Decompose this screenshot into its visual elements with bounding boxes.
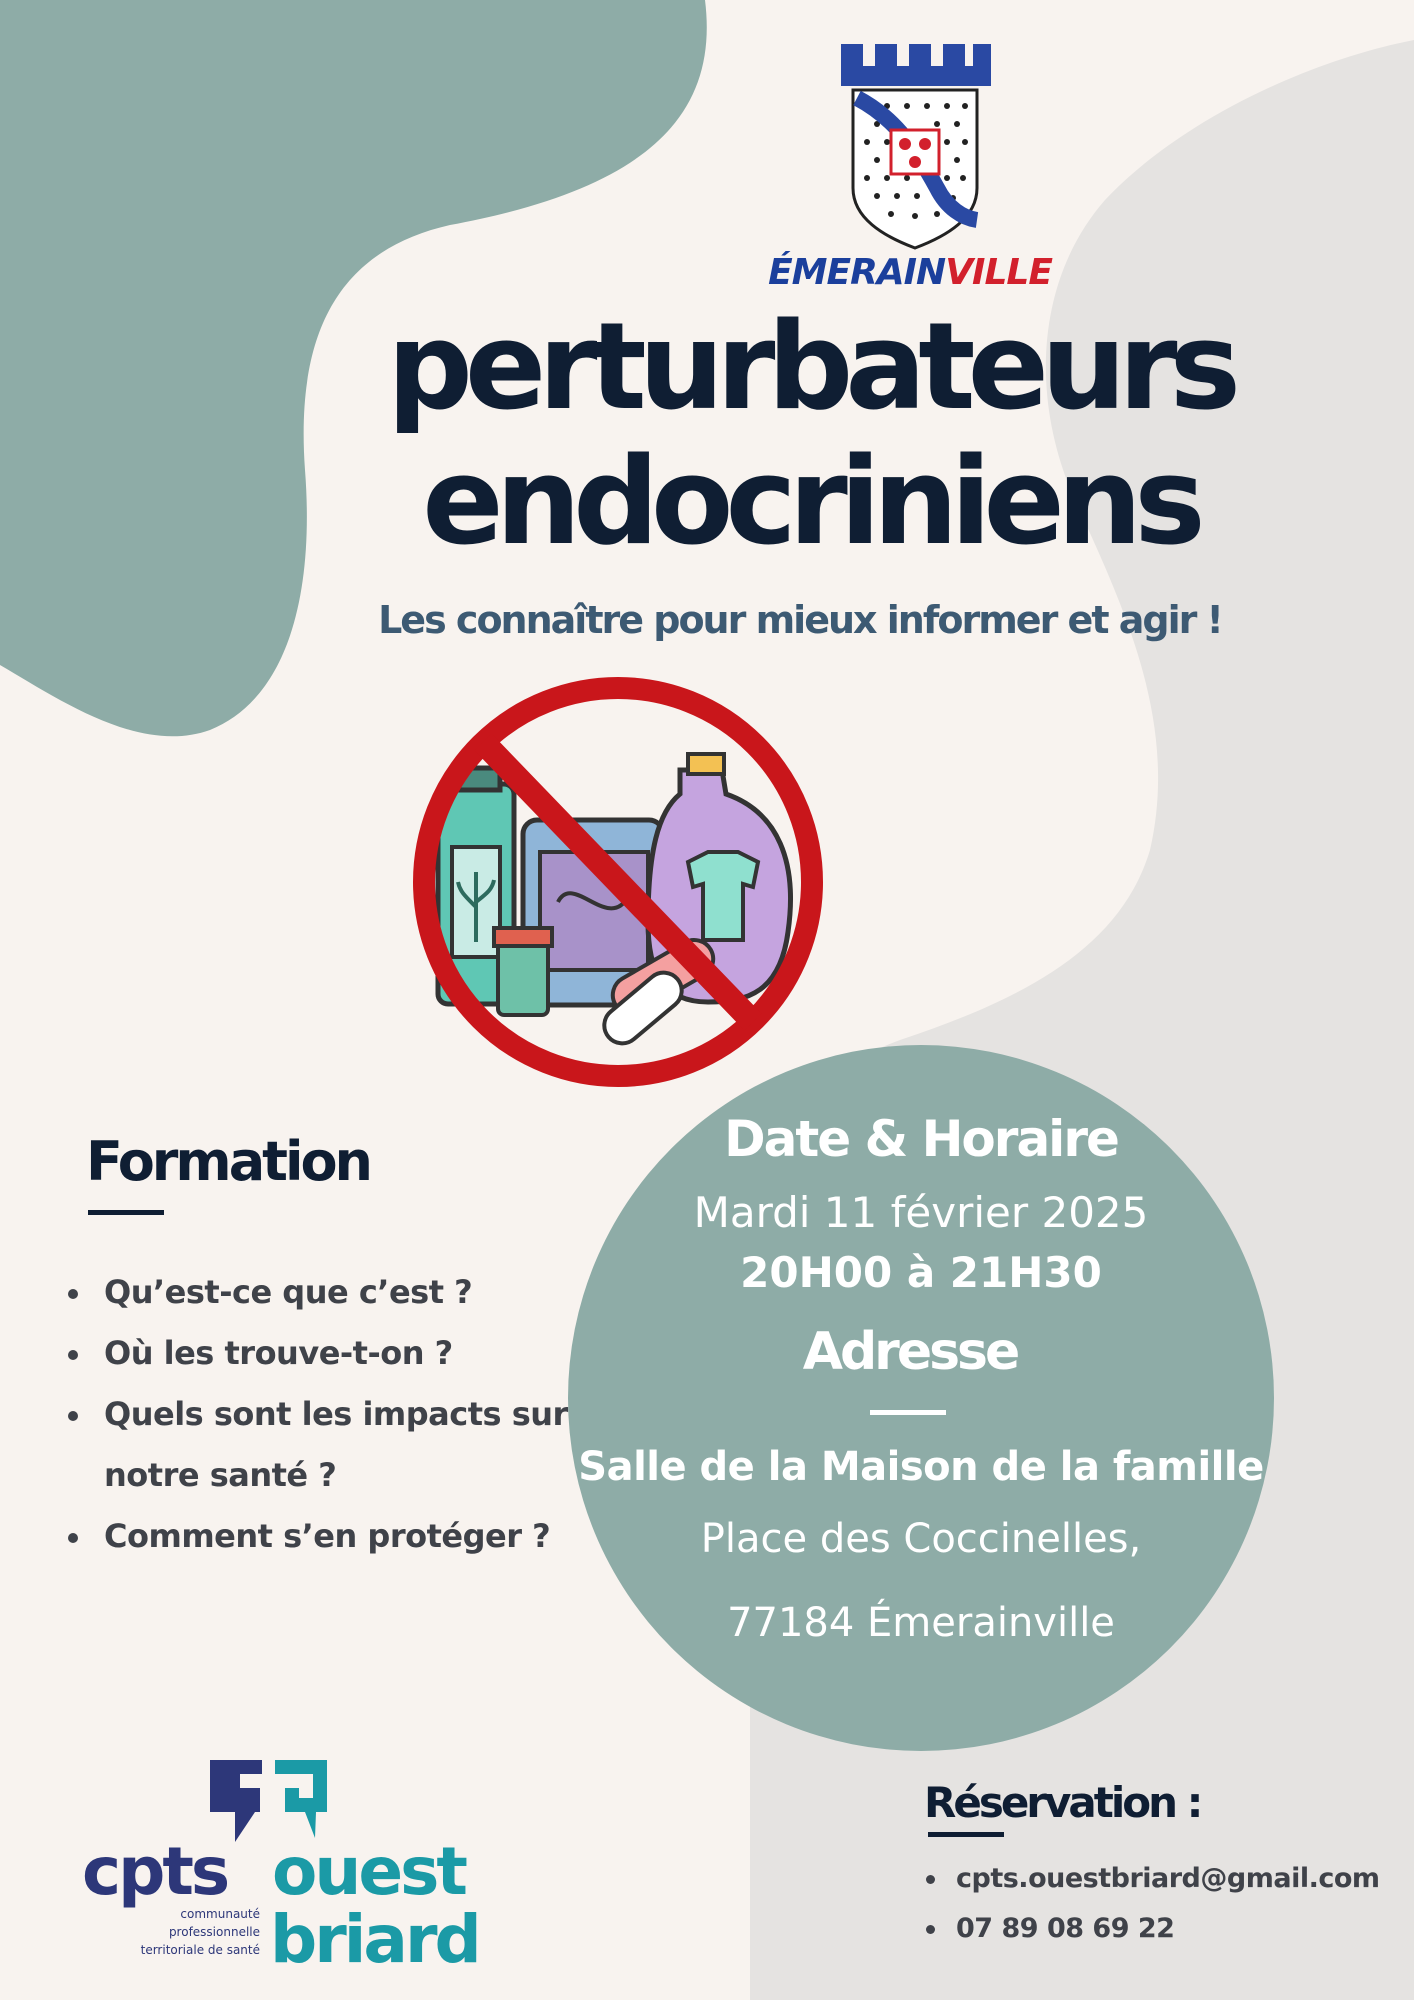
formation-title: Formation (86, 1130, 371, 1193)
formation-underline (88, 1210, 164, 1215)
speech-bubbles-icon (210, 1760, 327, 1842)
town-name (760, 252, 1060, 293)
contact-phone[interactable]: 07 89 08 69 22 (920, 1904, 1400, 1954)
main-title (300, 300, 1320, 570)
logo-word-briard: briard (270, 1901, 479, 1972)
reservation-contacts (920, 1854, 1400, 1954)
address-venue: Salle de la Maison de la famille (578, 1444, 1264, 1490)
town-name-part2: VILLE (945, 252, 1052, 293)
address-heading: Adresse (802, 1322, 1018, 1382)
address-underline (870, 1410, 946, 1415)
title-line1: perturbateurs (386, 298, 1234, 437)
topic-item: Quels sont les impacts sur notre santé ? (62, 1384, 582, 1506)
reservation-title: Réservation : (924, 1778, 1201, 1827)
address-city: 77184 Émerainville (727, 1600, 1115, 1646)
logo-tagline-3: territoriale de santé (140, 1943, 260, 1957)
reservation-underline (928, 1832, 1004, 1837)
logo-word-cpts: cpts (82, 1833, 228, 1910)
town-crest-icon (835, 38, 995, 253)
address-street: Place des Coccinelles, (700, 1516, 1142, 1562)
prohibited-chemicals-icon (408, 672, 828, 1092)
logo-tagline-2: professionnelle (168, 1925, 260, 1939)
topic-item: Comment s’en protéger ? (62, 1506, 582, 1567)
town-name-part1: ÉMERAIN (768, 252, 946, 293)
logo-word-ouest: ouest (272, 1833, 465, 1910)
logo-tagline-1: communauté (180, 1907, 260, 1921)
contact-email[interactable]: cpts.ouestbriard@gmail.com (920, 1854, 1400, 1904)
event-time: 20H00 à 21H30 (740, 1248, 1102, 1297)
formation-topics (62, 1262, 582, 1567)
date-heading: Date & Horaire (724, 1110, 1118, 1168)
cpts-ouest-briard-logo (80, 1752, 520, 1972)
subtitle: Les connaître pour mieux informer et agir ! (378, 598, 1222, 642)
event-date: Mardi 11 février 2025 (693, 1188, 1149, 1237)
title-line2: endocriniens (422, 433, 1198, 572)
topic-item: Où les trouve-t-on ? (62, 1323, 582, 1384)
topic-item: Qu’est-ce que c’est ? (62, 1262, 582, 1323)
